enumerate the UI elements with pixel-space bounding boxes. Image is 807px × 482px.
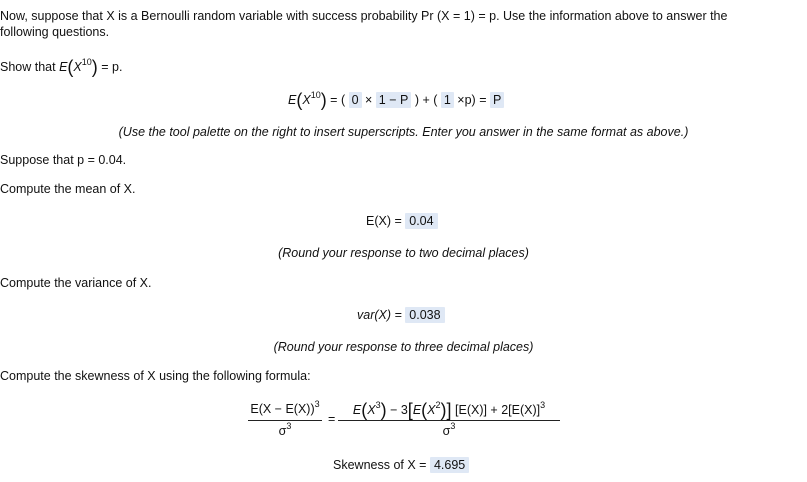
expectation-equation: $E(X^{10})$ = ( 0 × 1 − P ) + ( 1 ×p) = P bbox=[288, 90, 504, 111]
skew-right-numerator: $E(X^3) - 3[E(X^2)] [E(X)] + 2[E(X)]^3$ bbox=[352, 400, 546, 420]
show-that-line: Show that $E(X^{10}) = p$. bbox=[0, 57, 123, 77]
variance-row bbox=[357, 307, 445, 323]
variance-answer-box[interactable]: 0.038 bbox=[405, 307, 444, 323]
eq1-e: E bbox=[288, 93, 297, 107]
answer-box-3[interactable]: 1 bbox=[441, 92, 454, 108]
hint-superscripts: (Use the tool palette on the right to insert superscripts. Enter you answer in the same format as above.) bbox=[118, 125, 689, 139]
variance-hint: (Round your response to three decimal places) bbox=[273, 340, 534, 354]
skew-equals: = bbox=[328, 412, 336, 426]
suppose-line: Suppose that p = 0.04. bbox=[0, 153, 127, 167]
eq1-times2: ×p) = bbox=[453, 93, 490, 107]
eq1-times1: × bbox=[361, 93, 376, 107]
eq1-exp: 10 bbox=[310, 90, 321, 100]
show-that-prefix: Show that bbox=[0, 60, 60, 74]
skewness-row bbox=[333, 457, 469, 473]
skew-right-fraction-bar bbox=[338, 420, 560, 421]
skew-left-fraction-bar bbox=[248, 420, 322, 421]
answer-box-2[interactable]: 1 − P bbox=[376, 92, 412, 108]
answer-box-4[interactable]: P bbox=[490, 92, 504, 108]
show-that-suffix: = p. bbox=[97, 60, 123, 74]
eq1-mid: ) + ( bbox=[411, 93, 441, 107]
mean-prompt: Compute the mean of X. bbox=[0, 182, 136, 196]
mean-row bbox=[366, 213, 438, 229]
intro-line-2: following questions. bbox=[0, 25, 110, 39]
skew-left-denominator: $\sigma^3$ bbox=[278, 421, 292, 438]
skew-left-numerator: $E(X - E(X))^3$ bbox=[250, 399, 320, 416]
mean-answer-box[interactable]: 0.04 bbox=[405, 213, 437, 229]
eq1-x: X bbox=[302, 93, 311, 107]
eq1-eq: = ( bbox=[326, 93, 349, 107]
skewness-prompt: Compute the skewness of X using the following formula: bbox=[0, 369, 311, 383]
skewness-answer-box[interactable]: 4.695 bbox=[430, 457, 469, 473]
skewness-label: Skewness of X = bbox=[333, 458, 430, 472]
answer-box-1[interactable]: 0 bbox=[349, 92, 362, 108]
mean-hint: (Round your response to two decimal places) bbox=[278, 246, 529, 260]
intro-line-1: Now, suppose that X is a Bernoulli random variable with success probability Pr (X = 1) = p. Use the information above to answer the bbox=[0, 9, 728, 23]
show-that-exp: 10 bbox=[81, 57, 92, 67]
variance-label: var(X) = bbox=[357, 308, 406, 322]
variance-prompt: Compute the variance of X. bbox=[0, 276, 152, 290]
skew-right-denominator: $\sigma^3$ bbox=[442, 421, 456, 438]
show-that-e: E bbox=[59, 60, 68, 74]
show-that-x: X bbox=[73, 60, 82, 74]
mean-label: E(X) = bbox=[366, 214, 406, 228]
